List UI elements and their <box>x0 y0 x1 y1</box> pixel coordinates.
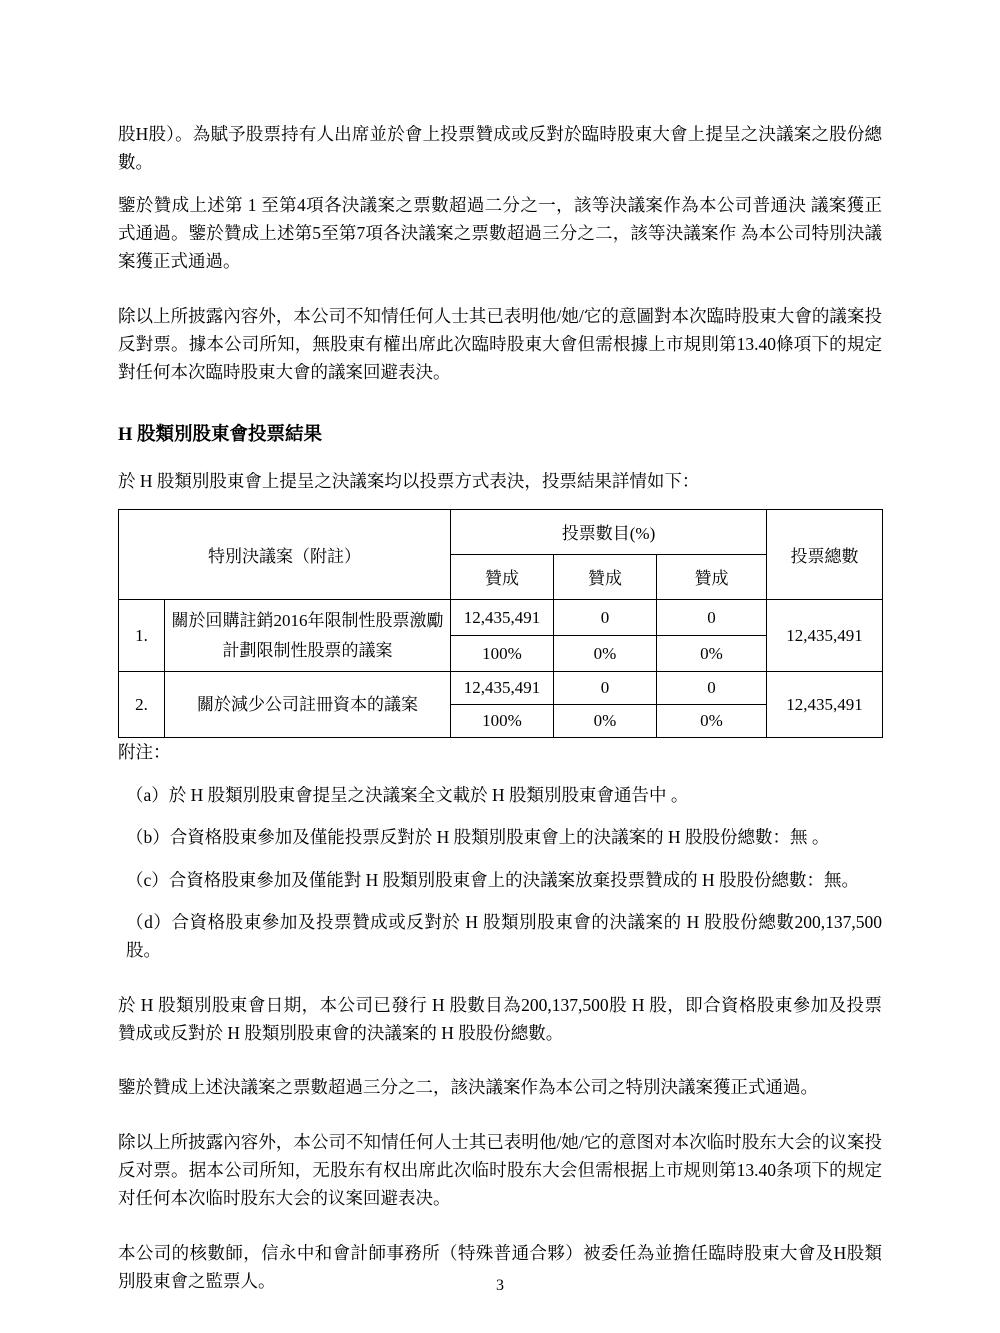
row-percent-abstain: 0% <box>657 705 767 738</box>
header-abstain: 贊成 <box>657 554 767 599</box>
row-votes-total: 12,435,491 <box>767 672 883 738</box>
note-item: （b）合資格股東參加及僅能投票反對於 H 股類別股東會上的決議案的 H 股股份總數：無 。 <box>126 827 830 848</box>
row-percent-abstain: 0% <box>657 636 767 672</box>
section-heading-h-share-results: H 股類別股東會投票結果 <box>118 424 323 445</box>
row-percent-for: 100% <box>451 636 554 672</box>
paragraph-poll-intro: 於 H 股類別股東會上提呈之決議案均以投票方式表決，投票結果詳情如下： <box>118 470 700 491</box>
row-percent-for: 100% <box>451 705 554 738</box>
table-header-row <box>119 509 883 554</box>
row-percent-against: 0% <box>554 705 657 738</box>
row-percent-against: 0% <box>554 636 657 672</box>
note-item: （d）合資格股東參加及投票贊成或反對於 H 股類別股東會的決議案的 H 股股份總數200,137,500股。 <box>126 911 882 961</box>
spacer <box>118 1116 882 1128</box>
paragraph-disclosure: 除以上所披露內容外，本公司不知情任何人士其已表明他/她/它的意圖對本次臨時股東大會的議案投反對票。據本公司所知，無股東有權出席此次臨時股東大會但需根據上市規則第13.40條項下的規定對任何本次臨時股東大會的議案回避表決。 <box>118 305 882 383</box>
row-votes-abstain: 0 <box>657 599 767 635</box>
header-against: 贊成 <box>554 554 657 599</box>
paragraph-issued-h-shares: 於 H 股類別股東會日期，本公司已發行 H 股數目為200,137,500股 H 股，即合資格股東參加及投票贊成或反對於 H 股類別股東會的決議案的 H 股股份總數。 <box>118 994 882 1043</box>
page-number: 3 <box>496 1277 504 1294</box>
header-for: 贊成 <box>451 554 554 599</box>
spacer <box>118 979 882 991</box>
row-votes-abstain: 0 <box>657 672 767 705</box>
table-row <box>119 599 883 635</box>
header-resolution: 特別決議案（附註） <box>119 509 451 599</box>
spacer <box>118 1227 882 1239</box>
paragraph-auditor-scrutineer: 本公司的核數師，信永中和會計師事務所（特殊普通合夥）被委任為並擔任臨時股東大會及H股類別股東會之監票人。 <box>118 1242 882 1291</box>
row-votes-for: 12,435,491 <box>451 672 554 705</box>
row-votes-total: 12,435,491 <box>767 599 883 672</box>
row-votes-against: 0 <box>554 672 657 705</box>
voting-results-table <box>118 509 883 739</box>
paragraph-share-total: 股H股）。為賦予股票持有人出席並於會上投票贊成或反對於臨時股東大會上提呈之決議案之股份總數。 <box>118 124 882 173</box>
row-resolution-text: 關於回購註銷2016年限制性股票激勵計劃限制性股票的議案 <box>165 599 451 672</box>
header-votes-group: 投票數目(%) <box>451 509 767 554</box>
spacer <box>118 401 882 423</box>
spacer <box>118 1061 882 1073</box>
note-item: （a）於 H 股類別股東會提呈之決議案全文載於 H 股類別股東會通告中 。 <box>126 784 689 805</box>
row-number: 1. <box>119 599 165 672</box>
spacer <box>118 290 882 302</box>
row-votes-against: 0 <box>554 599 657 635</box>
paragraph-special-resolution-passed: 鑒於贊成上述決議案之票數超過三分之二，該決議案作為本公司之特別決議案獲正式通過。 <box>118 1077 818 1098</box>
note-item: （c）合資格股東參加及僅能對 H 股類別股東會上的決議案放棄投票贊成的 H 股股份總數：無。 <box>126 869 860 890</box>
notes-label: 附注： <box>118 742 171 763</box>
row-votes-for: 12,435,491 <box>451 599 554 635</box>
paragraph-disclosure-simplified: 除以上所披露內容外，本公司不知情任何人士其已表明他/她/它的意图对本次临时股东大会的议案投反对票。据本公司所知，无股东有权出席此次临时股东大会但需根据上市规则第13.40条项下的规定对任何本次临时股东大会的议案回避表决。 <box>118 1131 882 1209</box>
table-row <box>119 672 883 705</box>
header-total-votes: 投票總數 <box>767 509 883 599</box>
paragraph-resolutions-passed: 鑒於贊成上述第 1 至第4項各決議案之票數超過二分之一，該等決議案作為本公司普通決 議案獲正式通過。鑒於贊成上述第5至第7項各決議案之票數超過三分之二，該等決議案作 為本公司特別決議案獲正式通過。 <box>118 194 882 272</box>
row-resolution-text: 關於減少公司註冊資本的議案 <box>165 672 451 738</box>
row-number: 2. <box>119 672 165 738</box>
